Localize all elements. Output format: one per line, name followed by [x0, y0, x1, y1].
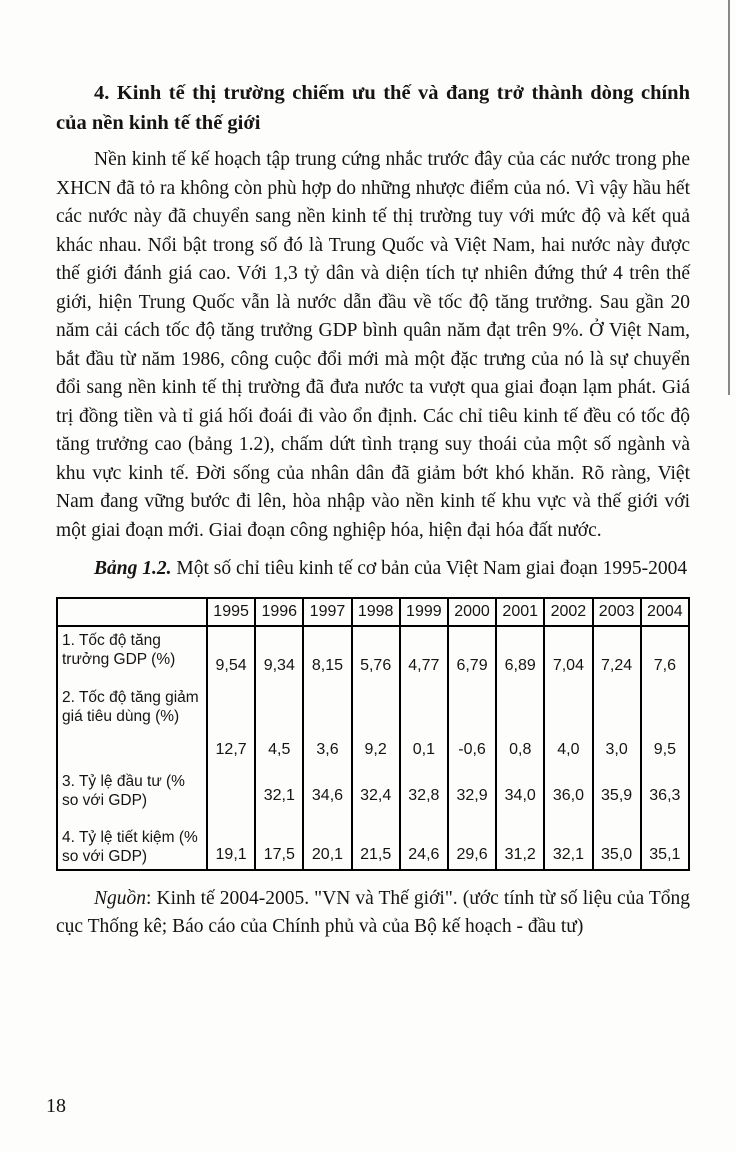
value-cell: 7,6: [641, 626, 689, 684]
value-cell: 31,2: [496, 824, 544, 870]
corner-cell: [57, 598, 207, 626]
value-cell: [207, 768, 255, 824]
source-note: [56, 885, 690, 942]
value-cell: 32,1: [255, 768, 303, 824]
value-cell: 29,6: [448, 824, 496, 870]
year-header: 1997: [303, 598, 351, 626]
year-header: 2001: [496, 598, 544, 626]
value-cell: 9,54: [207, 626, 255, 684]
value-cell: 36,3: [641, 768, 689, 824]
value-cell: 4,5: [255, 684, 303, 768]
table-row: [57, 684, 689, 768]
year-header: 2000: [448, 598, 496, 626]
value-cell: 9,5: [641, 684, 689, 768]
value-cell: 35,1: [641, 824, 689, 870]
table-row: [57, 824, 689, 870]
year-header: 1995: [207, 598, 255, 626]
year-header: 1998: [352, 598, 400, 626]
value-cell: 21,5: [352, 824, 400, 870]
table-caption-label: Bảng 1.2.: [94, 558, 172, 579]
year-header: 1996: [255, 598, 303, 626]
value-cell: 5,76: [352, 626, 400, 684]
value-cell: 32,9: [448, 768, 496, 824]
table-body: [57, 626, 689, 870]
value-cell: 7,04: [544, 626, 592, 684]
page-number: 18: [46, 1095, 66, 1117]
year-header: 2004: [641, 598, 689, 626]
row-label: 4. Tỷ lệ tiết kiệm (% so với GDP): [57, 824, 207, 870]
value-cell: 9,34: [255, 626, 303, 684]
value-cell: -0,6: [448, 684, 496, 768]
table-caption-text: Một số chỉ tiêu kinh tế cơ bản của Việt Nam giai đoạn 1995-2004: [171, 558, 688, 579]
value-cell: 34,0: [496, 768, 544, 824]
row-label: 3. Tỷ lệ đầu tư (% so với GDP): [57, 768, 207, 824]
value-cell: 0,8: [496, 684, 544, 768]
row-label: 2. Tốc độ tăng giảm giá tiêu dùng (%): [57, 684, 207, 768]
table-caption: [56, 555, 690, 584]
value-cell: 20,1: [303, 824, 351, 870]
value-cell: 8,15: [303, 626, 351, 684]
source-text: : Kinh tế 2004-2005. "VN và Thế giới". (ước tính từ số liệu của Tổng cục Thống kê; Báo cáo của Chính phủ và của Bộ kế hoạch - đầu tư): [56, 887, 690, 937]
economic-indicators-table: [56, 597, 690, 871]
value-cell: 4,0: [544, 684, 592, 768]
row-label: 1. Tốc độ tăng trưởng GDP (%): [57, 626, 207, 684]
value-cell: 32,1: [544, 824, 592, 870]
value-cell: 9,2: [352, 684, 400, 768]
value-cell: 0,1: [400, 684, 448, 768]
value-cell: 3,6: [303, 684, 351, 768]
table-row: [57, 768, 689, 824]
value-cell: 4,77: [400, 626, 448, 684]
table-header-row: [57, 598, 689, 626]
value-cell: 17,5: [255, 824, 303, 870]
value-cell: 19,1: [207, 824, 255, 870]
value-cell: 32,4: [352, 768, 400, 824]
value-cell: 12,7: [207, 684, 255, 768]
value-cell: 7,24: [593, 626, 641, 684]
value-cell: 32,8: [400, 768, 448, 824]
value-cell: 24,6: [400, 824, 448, 870]
source-label: Nguồn: [94, 887, 147, 909]
value-cell: 34,6: [303, 768, 351, 824]
value-cell: 6,79: [448, 626, 496, 684]
section-heading: 4. Kinh tế thị trường chiếm ưu thế và đang trở thành dòng chính của nền kinh tế thế giới: [56, 82, 690, 134]
year-header: 2002: [544, 598, 592, 626]
value-cell: 35,0: [593, 824, 641, 870]
value-cell: 3,0: [593, 684, 641, 768]
body-paragraph: Nền kinh tế kế hoạch tập trung cứng nhắc trước đây của các nước trong phe XHCN đã tỏ ra không còn phù hợp do những nhược điểm của nó. Vì vậy hầu hết các nước này đã chuyển sang nền kinh tế thị trường tuy với mức độ và kết quả khác nhau. Nổi bật trong số đó là Trung Quốc và Việt Nam, hai nước này được thế giới đánh giá cao. Với 1,3 tỷ dân và diện tích tự nhiên đứng thứ 4 trên thế giới, hiện Trung Quốc vẫn là nước dẫn đầu về tốc độ tăng trưởng. Sau gần 20 năm cải cách tốc độ tăng trưởng GDP bình quân năm đạt trên 9%. Ở Việt Nam, bắt đầu từ năm 1986, công cuộc đổi mới mà một đặc trưng của nó là sự chuyển đổi sang nền kinh tế thị trường đã đưa nước ta vượt qua giai đoạn lạm phát. Giá trị đồng tiền và tỉ giá hối đoái đi vào ổn định. Các chỉ tiêu kinh tế đều có tốc độ tăng trưởng cao (bảng 1.2), chấm dứt tình trạng suy thoái của một số ngành và khu vực kinh tế. Đời sống của nhân dân đã giảm bớt khó khăn. Rõ ràng, Việt Nam đang vững bước đi lên, hòa nhập vào nền kinh tế khu vực và thế giới với một giai đoạn mới. Giai đoạn công nghiệp hóa, hiện đại hóa đất nước.: [56, 149, 690, 541]
table-row: [57, 626, 689, 684]
value-cell: 35,9: [593, 768, 641, 824]
value-cell: 36,0: [544, 768, 592, 824]
year-header: 2003: [593, 598, 641, 626]
value-cell: 6,89: [496, 626, 544, 684]
year-header: 1999: [400, 598, 448, 626]
